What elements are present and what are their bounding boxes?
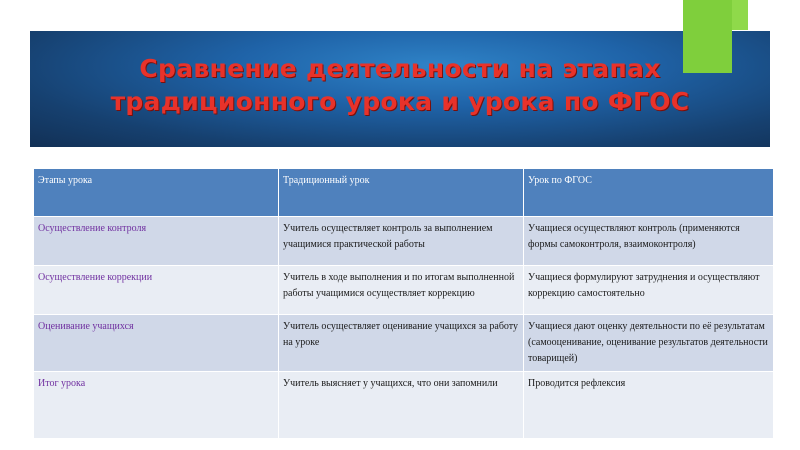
table-row [34, 372, 774, 439]
slide-title-line2: традиционного урока и урока по ФГОС [110, 87, 690, 116]
slide-title-line1: Сравнение деятельности на этапах [139, 54, 661, 83]
traditional-cell: Учитель выясняет у учащихся, что они запомнили [279, 372, 524, 439]
table-row [34, 266, 774, 315]
traditional-cell: Учитель в ходе выполнения и по итогам выполненной работы учащимися осуществляет коррекцию [279, 266, 524, 315]
fgos-cell: Учащиеся осуществляют контроль (применяются формы самоконтроля, взаимоконтроля) [524, 217, 774, 266]
green-accent-tab [732, 0, 748, 30]
stage-cell: Осуществление коррекции [34, 266, 279, 315]
header-stages: Этапы урока [34, 169, 279, 217]
traditional-cell: Учитель осуществляет контроль за выполнением учащимися практической работы [279, 217, 524, 266]
table-row [34, 315, 774, 372]
fgos-cell: Учащиеся дают оценку деятельности по её результатам (самооценивание, оценивание результатов деятельности товарищей) [524, 315, 774, 372]
header-fgos: Урок по ФГОС [524, 169, 774, 217]
fgos-cell: Учащиеся формулируют затруднения и осуществляют коррекцию самостоятельно [524, 266, 774, 315]
stage-cell: Итог урока [34, 372, 279, 439]
table-row [34, 217, 774, 266]
stage-cell: Оценивание учащихся [34, 315, 279, 372]
slide-title [30, 52, 770, 118]
stage-cell: Осуществление контроля [34, 217, 279, 266]
table-header-row [34, 169, 774, 217]
comparison-table [33, 168, 774, 439]
fgos-cell: Проводится рефлексия [524, 372, 774, 439]
traditional-cell: Учитель осуществляет оценивание учащихся за работу на уроке [279, 315, 524, 372]
header-traditional: Традиционный урок [279, 169, 524, 217]
